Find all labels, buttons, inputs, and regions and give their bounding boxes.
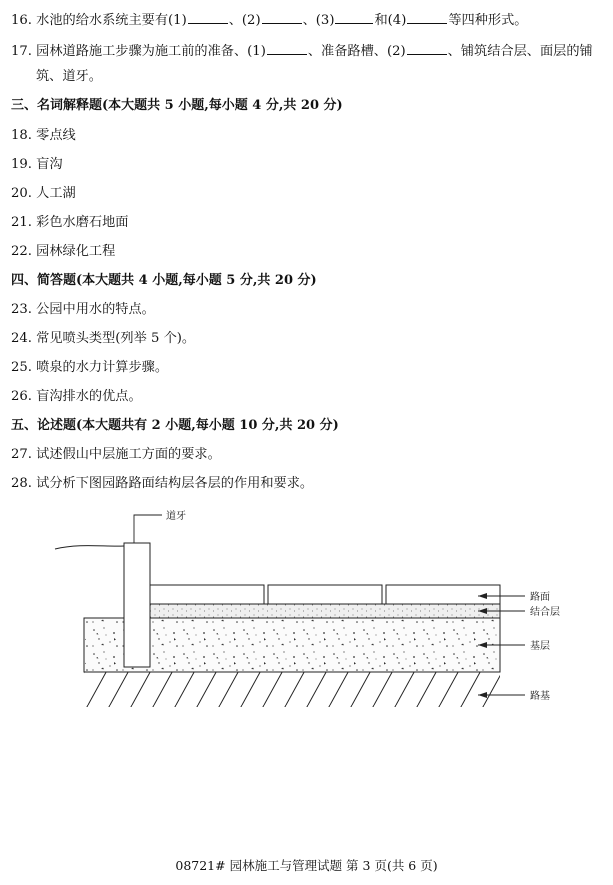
answer-blank xyxy=(407,11,447,24)
label-surface: 路面 xyxy=(530,592,550,603)
answer-blank xyxy=(407,42,447,55)
answer-blank xyxy=(267,42,307,55)
question-25: 25. 喷泉的水力计算步骤。 xyxy=(11,360,169,375)
curb-stone xyxy=(124,543,150,667)
section-5-title: 五、论述题(本大题共有 2 小题,每小题 10 分,共 20 分) xyxy=(11,418,339,433)
question-24: 24. 常见喷头类型(列举 5 个)。 xyxy=(11,331,196,346)
question-20: 20. 人工湖 xyxy=(11,186,76,201)
subgrade-layer xyxy=(84,672,500,707)
question-17: 17. 园林道路施工步骤为施工前的准备、(1) 、准备路槽、(2) 、铺筑结合层、面层的铺 xyxy=(11,44,593,59)
question-22: 22. 园林绿化工程 xyxy=(11,244,116,259)
question-26: 26. 盲沟排水的优点。 xyxy=(11,389,142,404)
answer-blank xyxy=(188,11,228,24)
question-21: 21. 彩色水磨石地面 xyxy=(11,215,129,230)
label-bond-layer: 结合层 xyxy=(530,607,560,618)
label-base-layer: 基层 xyxy=(530,641,550,652)
section-3-title: 三、名词解释题(本大题共 5 小题,每小题 4 分,共 20 分) xyxy=(11,98,343,113)
section-4-title: 四、简答题(本大题共 4 小题,每小题 5 分,共 20 分) xyxy=(11,273,317,288)
surface-layer xyxy=(150,585,500,604)
question-19: 19. 盲沟 xyxy=(11,157,63,172)
road-structure-diagram xyxy=(0,505,613,720)
page-footer: 08721# 园林施工与管理试题 第 3 页(共 6 页) xyxy=(175,858,438,873)
answer-blank xyxy=(262,11,302,24)
question-23: 23. 公园中用水的特点。 xyxy=(11,302,155,317)
question-28: 28. 试分析下图园路路面结构层各层的作用和要求。 xyxy=(11,476,314,491)
answer-blank xyxy=(335,11,373,24)
question-17-continued: 筑、道牙。 xyxy=(36,69,102,84)
question-18: 18. 零点线 xyxy=(11,128,76,143)
question-16: 16. 水池的给水系统主要有(1) 、(2) 、(3) 和(4) 等四种形式。 xyxy=(11,13,528,28)
bond-layer xyxy=(150,604,500,618)
question-27: 27. 试述假山中层施工方面的要求。 xyxy=(11,447,221,462)
label-subgrade: 路基 xyxy=(530,691,550,702)
label-curb: 道牙 xyxy=(166,511,186,522)
